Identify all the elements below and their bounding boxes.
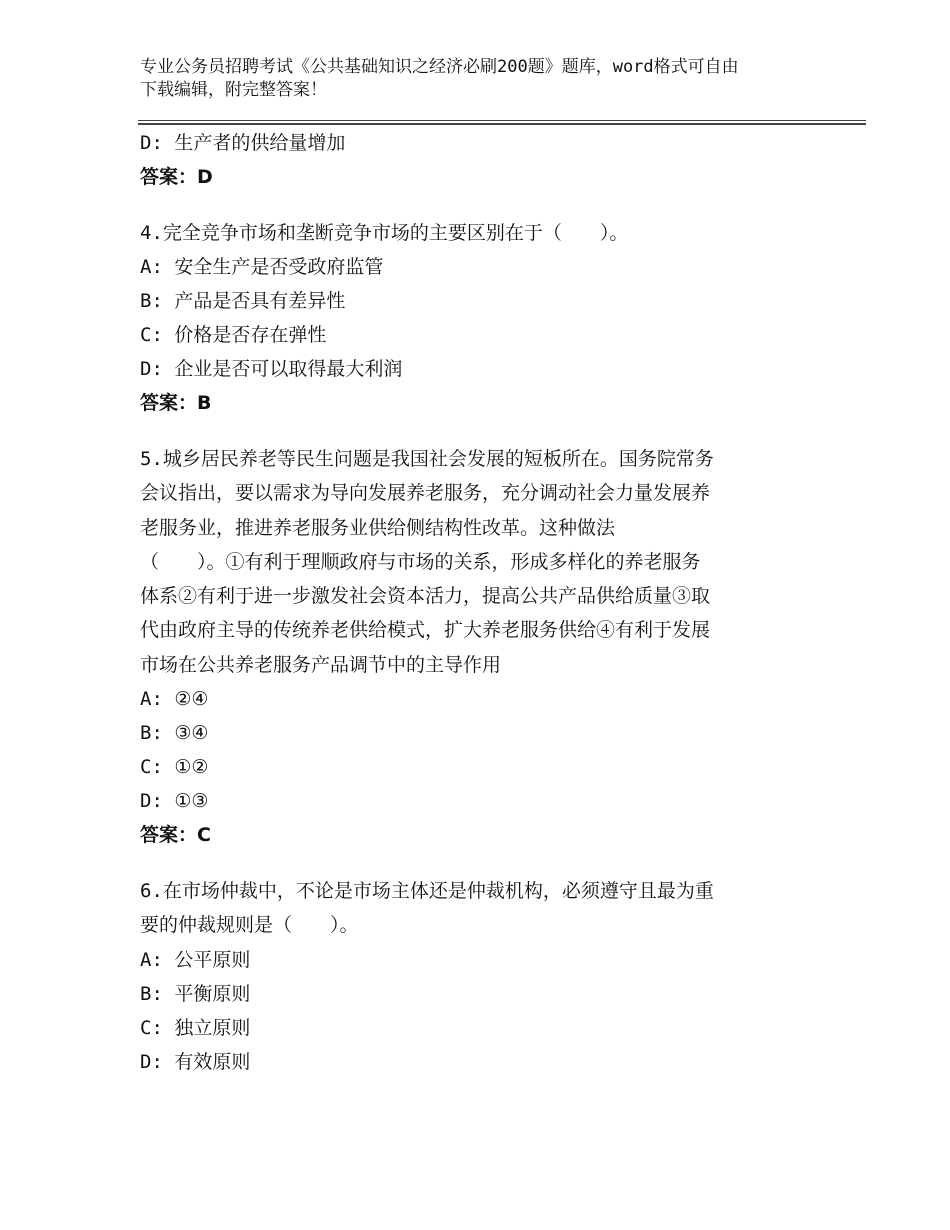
q5-option-a: A: ②④	[140, 688, 209, 711]
q5-stem-line: 体系②有利于进一步激发社会资本活力，提高公共产品供给质量③取	[140, 585, 711, 608]
q5-option-c: C: ①②	[140, 756, 209, 779]
q5-stem-line: 老服务业，推进养老服务业供给侧结构性改革。这种做法	[140, 516, 616, 539]
q5-stem-line: 5.城乡居民养老等民生问题是我国社会发展的短板所在。国务院常务	[140, 448, 714, 470]
q6-option-d: D: 有效原则	[140, 1050, 251, 1073]
question-content	[140, 126, 810, 1079]
q6-stem-line: 6.在市场仲裁中，不论是市场主体还是仲裁机构，必须遵守且最为重	[140, 880, 714, 903]
header-title-line-1: 专业公务员招聘考试《公共基础知识之经济必刷200题》题库，word格式可自由	[140, 57, 739, 77]
q4-option-d: D: 企业是否可以取得最大利润	[140, 358, 403, 380]
page-header	[140, 56, 800, 102]
q6-stem-line: 要的仲裁规则是（ ）。	[140, 914, 359, 937]
question-6	[140, 874, 810, 1079]
question-4	[140, 216, 810, 420]
q5-option-b: B: ③④	[140, 722, 209, 745]
q3-option-d: D: 生产者的供给量增加	[140, 132, 346, 154]
q5-answer: 答案：C	[140, 824, 211, 847]
q6-option-c: C: 独立原则	[140, 1016, 251, 1039]
q4-stem: 4.完全竞争市场和垄断竞争市场的主要区别在于（ ）。	[140, 222, 629, 244]
q5-option-d: D: ①③	[140, 790, 209, 813]
question-3-tail	[140, 126, 810, 194]
q5-stem-line: 代由政府主导的传统养老供给模式，扩大养老服务供给④有利于发展	[140, 619, 711, 642]
header-divider	[138, 120, 866, 125]
question-5	[140, 442, 810, 852]
q4-answer: 答案：B	[140, 392, 212, 414]
q6-option-a: A: 公平原则	[140, 948, 251, 971]
q6-option-b: B: 平衡原则	[140, 982, 251, 1005]
q4-option-b: B: 产品是否具有差异性	[140, 290, 346, 312]
q4-option-a: A: 安全生产是否受政府监管	[140, 256, 384, 278]
q5-stem-line: （ ）。①有利于理顺政府与市场的关系，形成多样化的养老服务	[140, 550, 701, 573]
header-title-line-2: 下载编辑，附完整答案！	[140, 80, 327, 100]
q4-option-c: C: 价格是否存在弹性	[140, 324, 327, 346]
q5-stem-line: 市场在公共养老服务产品调节中的主导作用	[140, 653, 502, 676]
q5-stem-line: 会议指出，要以需求为导向发展养老服务，充分调动社会力量发展养	[140, 482, 711, 505]
q3-answer: 答案：D	[140, 166, 213, 188]
